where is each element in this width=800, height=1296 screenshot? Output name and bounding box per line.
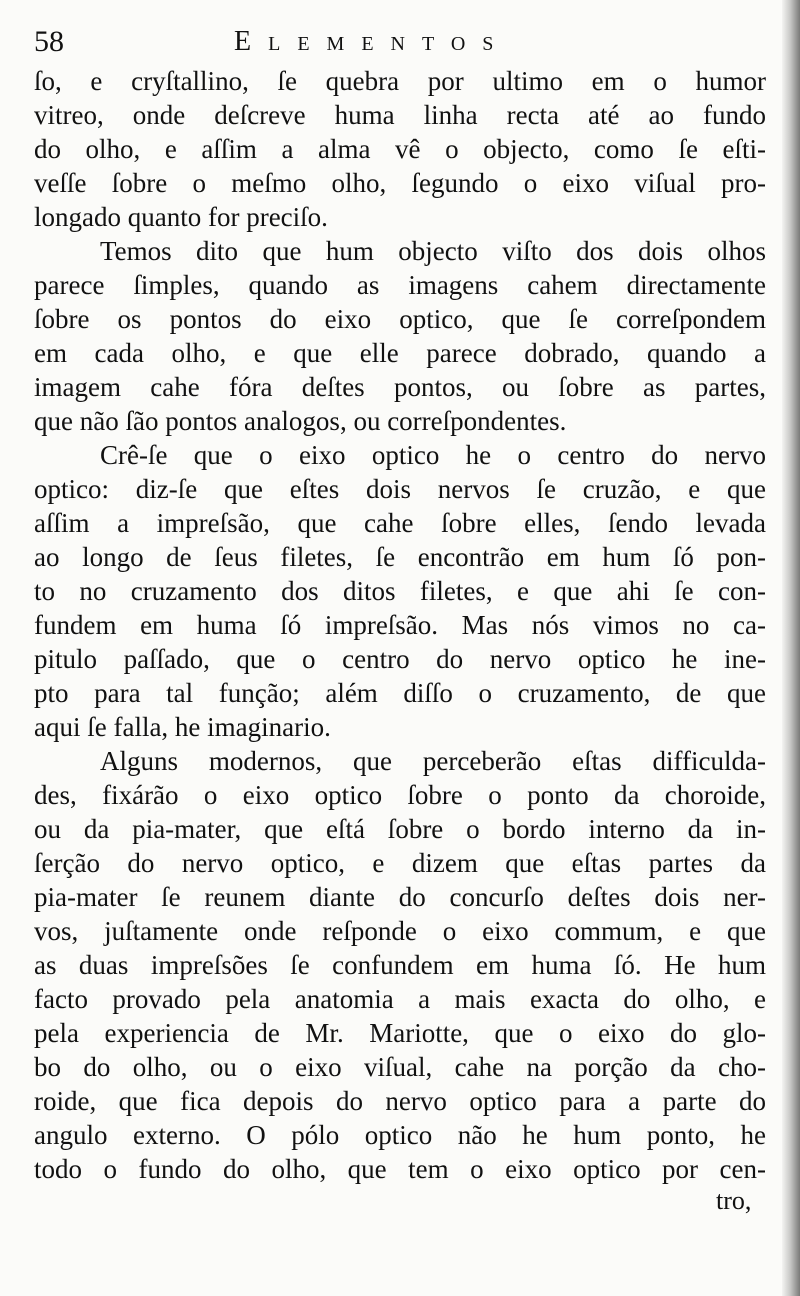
text-line: parece ſimples, quando as imagens cahem directamente bbox=[34, 270, 766, 300]
body-text bbox=[34, 64, 766, 1186]
text-line: veſſe ſobre o meſmo olho, ſegundo o eixo viſual pro- bbox=[34, 168, 766, 198]
text-line: to no cruzamento dos ditos filetes, e que ahi ſe con- bbox=[34, 576, 766, 606]
catchword: tro, bbox=[716, 1186, 752, 1215]
text-line: vos, juſtamente onde reſponde o eixo commum, e que bbox=[34, 916, 766, 946]
text-line: angulo externo. O pólo optico não he hum ponto, he bbox=[34, 1120, 766, 1150]
text-line: ſobre os pontos do eixo optico, que ſe correſpondem bbox=[34, 304, 766, 334]
text-line: que não ſão pontos analogos, ou correſpondentes. bbox=[34, 406, 567, 436]
text-line: ſerção do nervo optico, e dizem que eſtas partes da bbox=[34, 848, 766, 878]
text-line: pitulo paſſado, que o centro do nervo optico he ine- bbox=[34, 644, 766, 674]
text-line: facto provado pela anatomia a mais exacta do olho, e bbox=[34, 984, 766, 1014]
text-line: roide, que fica depois do nervo optico para a parte do bbox=[34, 1086, 766, 1116]
text-line: optico: diz-ſe que eſtes dois nervos ſe cruzão, e que bbox=[34, 474, 766, 504]
text-line: aqui ſe falla, he imaginario. bbox=[34, 712, 331, 742]
text-line: ou da pia-mater, que eſtá ſobre o bordo interno da in- bbox=[34, 814, 766, 844]
text-line: pto para tal função; além diſſo o cruzamento, de que bbox=[34, 678, 766, 708]
text-line: do olho, e aſſim a alma vê o objecto, como ſe eſti- bbox=[34, 134, 766, 164]
text-line: as duas impreſsões ſe confundem em huma ſó. He hum bbox=[34, 950, 766, 980]
text-line: longado quanto for preciſo. bbox=[34, 202, 328, 232]
page-gutter-shadow bbox=[782, 0, 800, 1296]
running-head: Elementos bbox=[234, 26, 511, 57]
text-line: aſſim a impreſsão, que cahe ſobre elles, ſendo levada bbox=[34, 508, 766, 538]
text-line: ao longo de ſeus filetes, ſe encontrão em hum ſó pon- bbox=[34, 542, 766, 572]
paragraph-first-line: Temos dito que hum objecto viſto dos dois olhos bbox=[100, 236, 766, 266]
text-line: ſo, e cryſtallino, ſe quebra por ultimo em o humor bbox=[34, 66, 766, 96]
text-line: todo o fundo do olho, que tem o eixo optico por cen- bbox=[34, 1154, 766, 1184]
text-line: vitreo, onde deſcreve huma linha recta até ao fundo bbox=[34, 100, 766, 130]
text-line: imagem cahe fóra deſtes pontos, ou ſobre as partes, bbox=[34, 372, 766, 402]
text-line: em cada olho, e que elle parece dobrado, quando a bbox=[34, 338, 766, 368]
text-line: pela experiencia de Mr. Mariotte, que o eixo do glo- bbox=[34, 1018, 766, 1048]
page-number: 58 bbox=[34, 25, 64, 58]
text-line: pia-mater ſe reunem diante do concurſo deſtes dois ner- bbox=[34, 882, 766, 912]
paragraph-first-line: Alguns modernos, que perceberão eſtas difficulda- bbox=[100, 746, 766, 776]
page-header bbox=[34, 18, 594, 64]
text-line: des, fixárão o eixo optico ſobre o ponto da choroide, bbox=[34, 780, 766, 810]
text-line: bo do olho, ou o eixo viſual, cahe na porção da cho- bbox=[34, 1052, 766, 1082]
paragraph-first-line: Crê-ſe que o eixo optico he o centro do nervo bbox=[100, 440, 766, 470]
text-line: fundem em huma ſó impreſsão. Mas nós vimos no ca- bbox=[34, 610, 766, 640]
